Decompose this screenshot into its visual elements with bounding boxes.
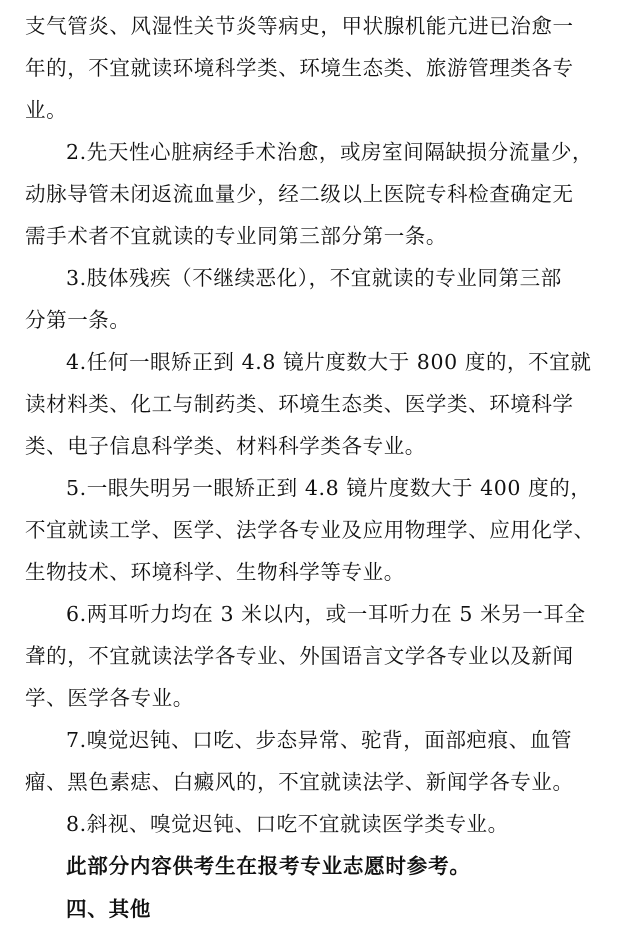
item-4-line: 4.任何一眼矫正到 4.8 镜片度数大于 800 度的，不宜就 [66,350,592,374]
item-2-line: 2.先天性心脏病经手术治愈，或房室间隔缺损分流量少， [66,140,594,164]
text-line: 分第一条。 [25,308,131,332]
text-line: 生物技术、环境科学、生物科学等专业。 [25,560,405,584]
note-bold-line: 此部分内容供考生在报考专业志愿时参考。 [66,854,471,878]
text-line: 不宜就读工学、医学、法学各专业及应用物理学、应用化学、 [25,518,595,542]
item-7-line: 7.嗅觉迟钝、口吃、步态异常、驼背，面部疤痕、血管 [66,728,573,752]
section-heading: 四、其他 [66,897,152,921]
text-line: 学、医学各专业。 [25,686,194,710]
text-line: 业。 [25,98,68,122]
text-line: 读材料类、化工与制药类、环境生态类、医学类、环境科学 [25,392,574,416]
text-line: 年的，不宜就读环境科学类、环境生态类、旅游管理类各专 [25,56,574,80]
item-3-line: 3.肢体残疾（不继续恶化），不宜就读的专业同第三部 [66,266,562,290]
text-line: 需手术者不宜就读的专业同第三部分第一条。 [25,224,447,248]
item-6-line: 6.两耳听力均在 3 米以内，或一耳听力在 5 米另一耳全 [66,602,586,626]
item-8-line: 8.斜视、嗅觉迟钝、口吃不宜就读医学类专业。 [66,812,509,836]
text-line: 支气管炎、风湿性关节炎等病史，甲状腺机能亢进已治愈一 [25,14,574,38]
item-5-line: 5.一眼失明另一眼矫正到 4.8 镜片度数大于 400 度的， [66,476,592,500]
text-line: 聋的，不宜就读法学各专业、外国语言文学各专业以及新闻 [25,644,574,668]
text-line: 类、电子信息科学类、材料科学类各专业。 [25,434,426,458]
text-line: 动脉导管未闭返流血量少，经二级以上医院专科检查确定无 [25,182,574,206]
text-line: 瘤、黑色素痣、白癜风的，不宜就读法学、新闻学各专业。 [25,770,574,794]
